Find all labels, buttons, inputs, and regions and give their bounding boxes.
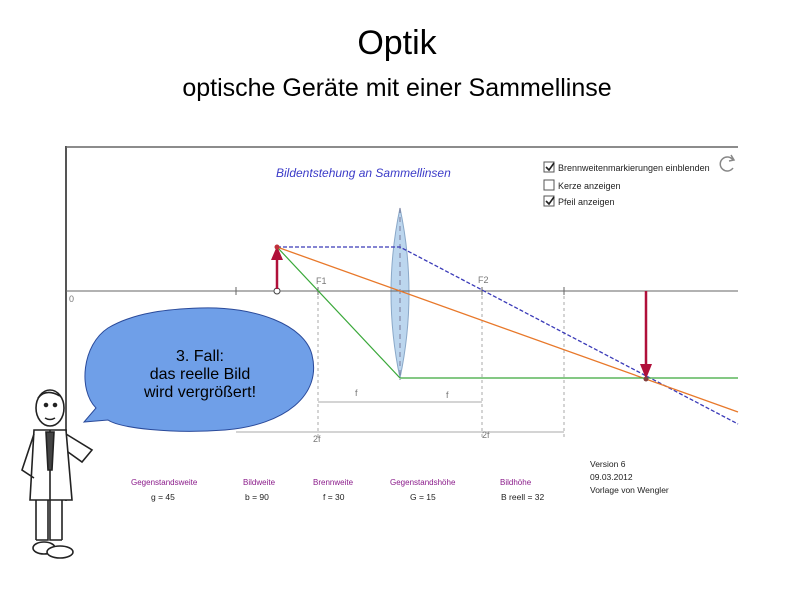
version-label: Version 6 [590, 459, 626, 469]
param-value-object-distance[interactable]: g = 45 [151, 492, 175, 502]
bubble-line: das reelle Bild [149, 366, 251, 383]
param-label-object-height: Gegenstandshöhe [390, 478, 456, 487]
param-label-image-distance: Bildweite [243, 478, 276, 487]
param-label-image-height: Bildhöhe [500, 478, 532, 487]
slide-subtitle: optische Geräte mit einer Sammellinse [182, 74, 612, 102]
dim-label: f [446, 390, 449, 400]
param-value-image-height: B reell = 32 [501, 492, 545, 502]
dim-label: 2f [313, 434, 321, 444]
dim-label: 2f [482, 430, 490, 440]
focal-label-f1: F1 [316, 276, 327, 286]
applet-heading: Bildentstehung an Sammellinsen [276, 166, 451, 180]
date-label: 09.03.2012 [590, 472, 633, 482]
author-label: Vorlage von Wengler [590, 485, 669, 495]
dim-label: f [355, 388, 358, 398]
param-value-focal-length[interactable]: f = 30 [323, 492, 345, 502]
bubble-line: 3. Fall: [175, 348, 224, 365]
param-value-object-height[interactable]: G = 15 [410, 492, 436, 502]
axis-origin-label: 0 [69, 294, 75, 304]
focal-label-f2: F2 [478, 275, 489, 285]
checkbox-label: Pfeil anzeigen [558, 197, 615, 207]
checkbox-label: Kerze anzeigen [558, 181, 621, 191]
slide-title: Optik [357, 24, 437, 62]
param-label-focal-length: Brennweite [313, 478, 354, 487]
bubble-text [108, 348, 292, 402]
param-value-image-distance: b = 90 [245, 492, 269, 502]
param-label-object-distance: Gegenstandsweite [131, 478, 198, 487]
bubble-line: wird vergrößert! [143, 384, 257, 401]
checkbox-label: Brennweitenmarkierungen einblenden [558, 163, 710, 173]
checkbox-focal-markers[interactable] [544, 162, 710, 173]
